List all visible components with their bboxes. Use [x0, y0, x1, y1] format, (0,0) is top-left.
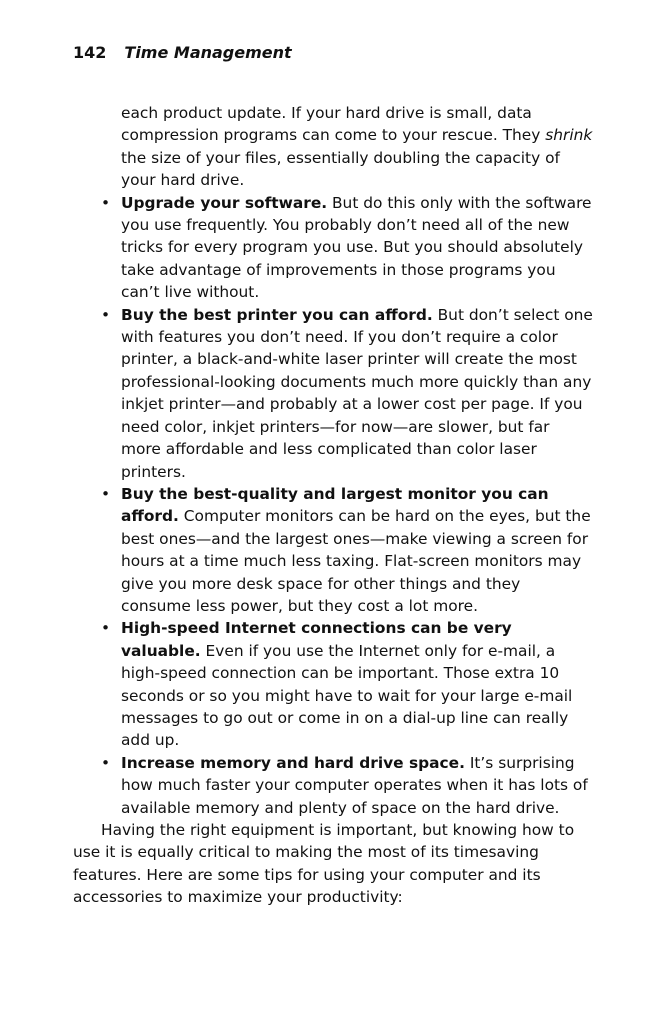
list-item — [73, 304, 593, 483]
body-text — [73, 102, 593, 909]
bullet-text: But don’t select one with features you don’t need. If you don’t require a color printer, a black-and-white laser printer will create the most professional-looking documents much more quickly than any inkjet printer—and probably at a lower cost per page. If you need color, inkjet printers—for now—are slower, but far more affordable and less complicated than color laser printers. — [121, 305, 593, 481]
list-item — [73, 483, 593, 617]
bullet-lead-in: Buy the best-quality and largest monitor you can afford. — [121, 484, 549, 526]
closing-paragraph: Having the right equipment is important, but knowing how to use it is equally critical to making the most of its timesaving features. Here are some tips for using your computer and its accessories to maximize your productivity: — [73, 821, 575, 907]
continuation-text-end: the size of your files, essentially doubling the capacity of your hard drive. — [121, 148, 560, 190]
bullet-icon: • — [101, 753, 111, 772]
bullet-lead-in: Increase memory and hard drive space. — [121, 753, 465, 772]
list-item — [73, 752, 593, 819]
bullet-icon: • — [101, 484, 111, 503]
bullet-text: Even if you use the Internet only for e-mail, a high-speed connection can be important. Those extra 10 seconds or so you might have to wait for your large e-mail messages to go out or come in on a dial-up line can really add up. — [121, 641, 573, 750]
running-title: Time Management — [124, 43, 292, 62]
bullet-lead-in: High-speed Internet connections can be very valuable. — [121, 619, 512, 660]
continuation-text-start: each product update. If your hard drive is small, data compression programs can come to your rescue. They — [121, 104, 546, 145]
running-head — [73, 42, 292, 64]
bullet-lead-in: Upgrade your software. — [121, 193, 328, 212]
bullet-icon: • — [101, 193, 111, 212]
italic-term: shrink — [545, 126, 593, 145]
bullet-text: It’s surprising how much faster your computer operates when it has lots of available memory and plenty of space on the hard drive. — [121, 753, 588, 817]
bullet-text: Computer monitors can be hard on the eyes, but the best ones—and the largest ones—make viewing a screen for hours at a time much less taxing. Flat-screen monitors may give you more desk space for other things and they consume less power, but they cost a lot more. — [121, 507, 591, 615]
bullet-icon: • — [101, 619, 111, 638]
bullet-icon: • — [101, 305, 111, 324]
list-item — [73, 192, 593, 304]
continuation-paragraph — [73, 102, 593, 192]
page-number: 142 — [73, 43, 107, 62]
list-item — [73, 617, 593, 751]
bullet-lead-in: Buy the best printer you can afford. — [121, 305, 433, 324]
bullet-list — [73, 192, 593, 819]
bullet-text: But do this only with the software you use frequently. You probably don’t need all of the new tricks for every program you use. But you should absolutely take advantage of improvements in those programs you can’t live without. — [121, 193, 592, 302]
